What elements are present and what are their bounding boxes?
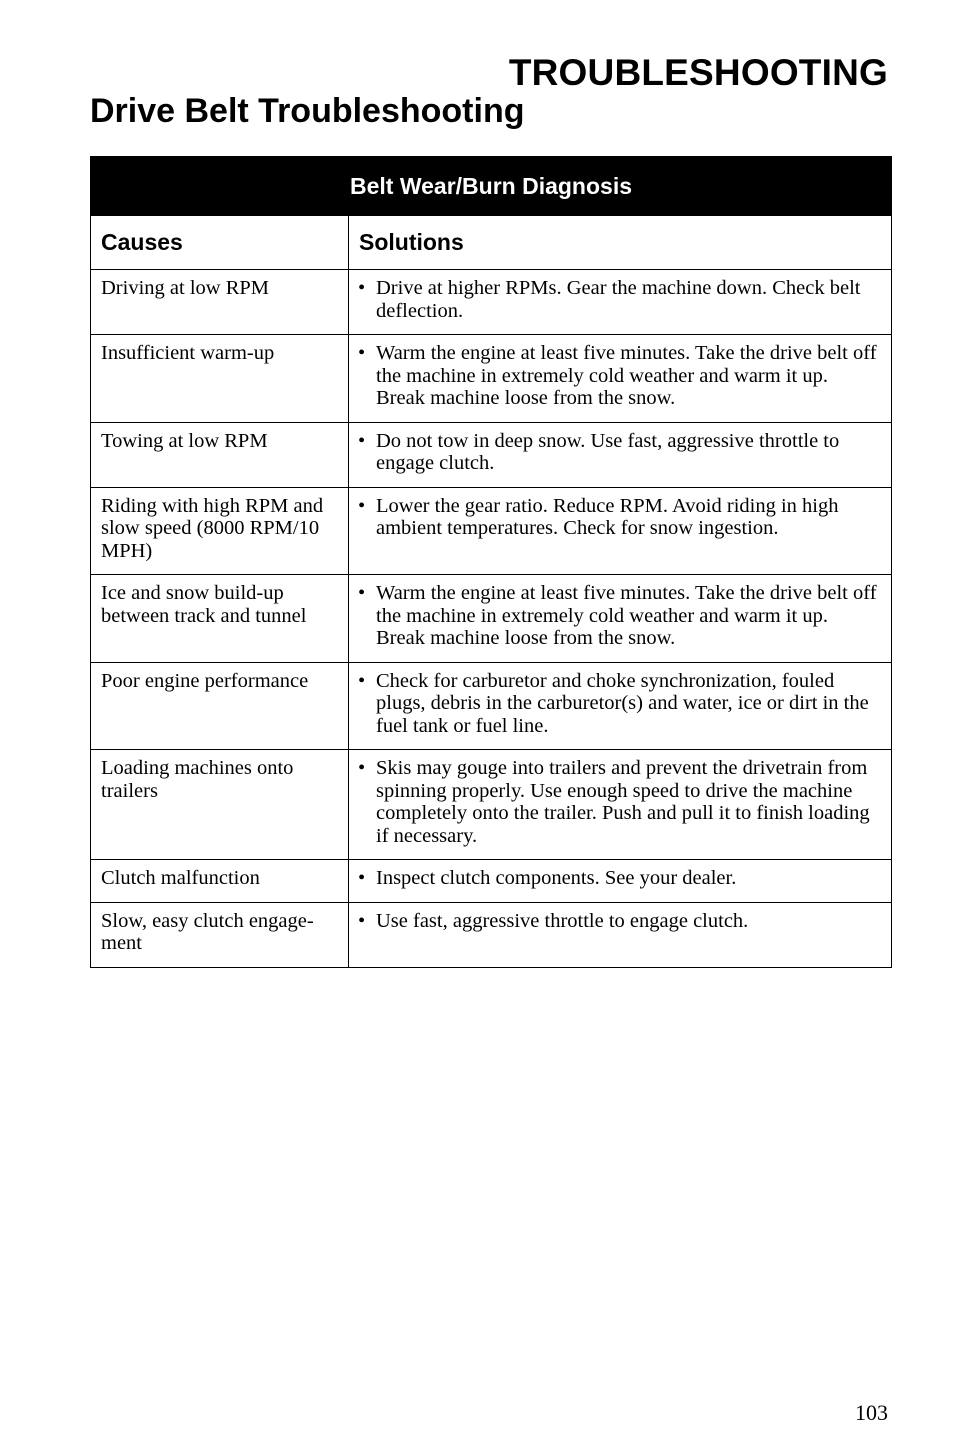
table-title: Belt Wear/Burn Diagnosis — [91, 157, 892, 216]
cause-cell: Loading machines onto trailers — [91, 750, 349, 860]
bullet-icon: • — [358, 494, 366, 517]
solution-cell — [349, 487, 892, 575]
solution-text: Inspect clutch components. See your dealer. — [376, 867, 737, 889]
solution-bullet — [358, 342, 881, 410]
solution-text: Warm the engine at least five minutes. Take the drive belt off the machine in extremely cold weather and warm it up. Break machine loose from the snow. — [376, 582, 877, 649]
table-row — [91, 487, 892, 575]
solution-cell — [349, 422, 892, 487]
page-number: 103 — [855, 1400, 888, 1425]
solution-text: Use fast, aggressive throttle to engage clutch. — [376, 909, 749, 932]
solution-bullet — [358, 670, 881, 738]
cause-cell: Clutch malfunction — [91, 860, 349, 903]
cause-cell: Ice and snow build-up between track and tunnel — [91, 575, 349, 663]
bullet-icon: • — [358, 867, 366, 889]
solution-text: Warm the engine at least five minutes. Take the drive belt off the machine in extremely cold weather and warm it up. Break machine loose from the snow. — [376, 342, 877, 409]
table-row — [91, 662, 892, 750]
solution-bullet — [358, 867, 881, 890]
solution-cell — [349, 902, 892, 967]
solution-cell — [349, 335, 892, 423]
bullet-icon: • — [358, 582, 366, 604]
section-title: Drive Belt Troubleshooting — [90, 92, 525, 130]
table-row — [91, 270, 892, 335]
solution-cell — [349, 662, 892, 750]
table-row — [91, 750, 892, 860]
solution-bullet — [358, 910, 881, 933]
bullet-icon: • — [358, 669, 366, 692]
solution-text: Skis may gouge into trailers and prevent the drivetrain from spinning properly. Use enough speed to drive the machine completely onto the trailer. Push and pull it to finish loading if necessary. — [376, 757, 870, 847]
chapter-title: TROUBLESHOOTING — [508, 52, 888, 93]
bullet-icon: • — [358, 429, 366, 452]
solution-bullet — [358, 277, 881, 322]
solution-text: Lower the gear ratio. Reduce RPM. Avoid riding in high ambient temperatures. Check for snow ingestion. — [376, 494, 839, 539]
cause-cell: Riding with high RPM and slow speed (8000 RPM/10 MPH) — [91, 487, 349, 575]
solution-cell — [349, 575, 892, 663]
bullet-icon: • — [358, 909, 366, 932]
bullet-icon: • — [358, 277, 366, 299]
solution-bullet — [358, 430, 881, 475]
solution-bullet — [358, 757, 881, 847]
solution-bullet — [358, 495, 881, 540]
table-row — [91, 860, 892, 903]
solution-text: Drive at higher RPMs. Gear the machine down. Check belt deflection. — [376, 277, 861, 322]
cause-cell: Towing at low RPM — [91, 422, 349, 487]
bullet-icon: • — [358, 342, 366, 364]
table-row — [91, 422, 892, 487]
table-row — [91, 902, 892, 967]
solution-text: Do not tow in deep snow. Use fast, aggressive throttle to engage clutch. — [376, 429, 840, 474]
cause-cell: Insufficient warm-up — [91, 335, 349, 423]
solution-cell — [349, 270, 892, 335]
solution-bullet — [358, 582, 881, 650]
cause-cell: Poor engine performance — [91, 662, 349, 750]
solution-text: Check for carburetor and choke synchronization, fouled plugs, debris in the carburetor(s) and water, ice or dirt in the fuel tank or fuel line. — [376, 669, 869, 737]
solution-cell — [349, 750, 892, 860]
solution-cell — [349, 860, 892, 903]
bullet-icon: • — [358, 757, 366, 779]
table-row — [91, 575, 892, 663]
cause-cell: Slow, easy clutch engage-ment — [91, 902, 349, 967]
cause-cell: Driving at low RPM — [91, 270, 349, 335]
column-header-causes: Causes — [91, 216, 349, 270]
table-row — [91, 335, 892, 423]
belt-diagnosis-table — [90, 156, 892, 968]
column-header-solutions: Solutions — [349, 216, 892, 270]
